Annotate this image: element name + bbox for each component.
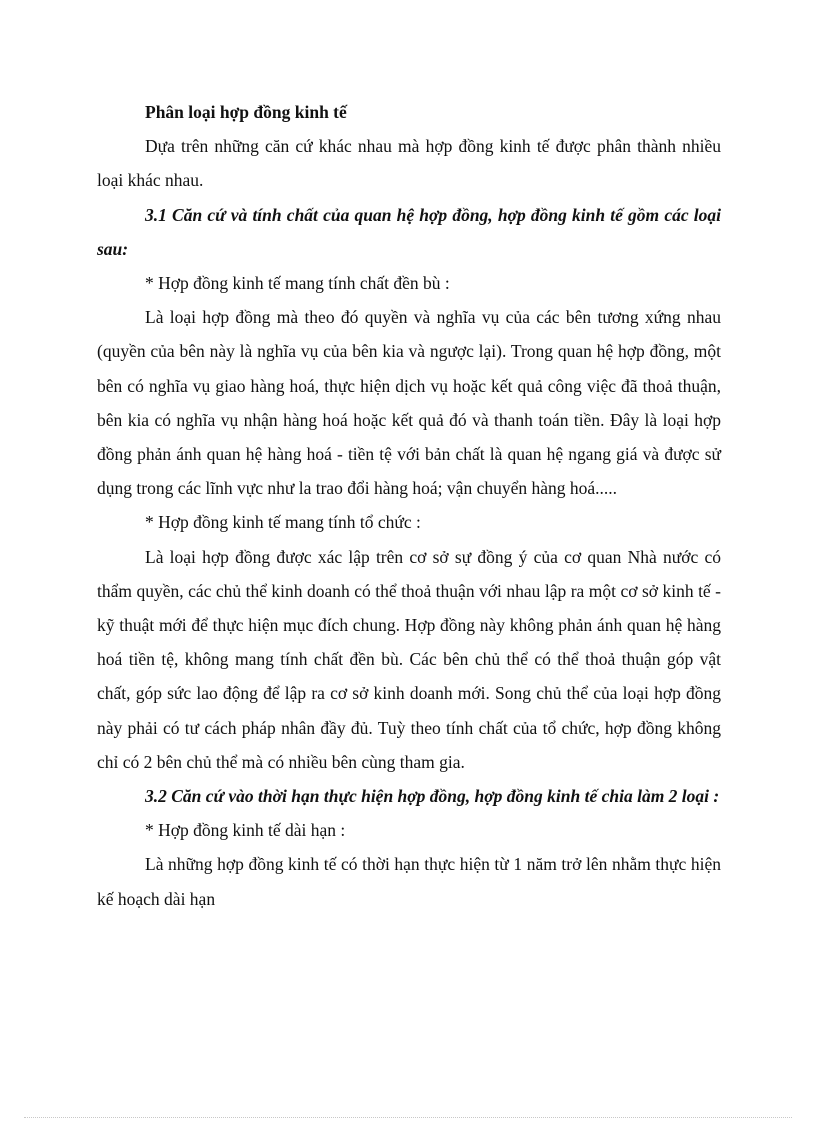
- item-compensatory-text: Là loại hợp đồng mà theo đó quyền và nghĩa vụ của các bên tương xứng nhau (quyền của bên này là nghĩa vụ của bên kia và ngược lại). Trong quan hệ hợp đồng, một bên có nghĩa vụ giao hàng hoá, thực hiện dịch vụ hoặc kết quả công việc đã thoả thuận, bên kia có nghĩa vụ nhận hàng hoá hoặc kết quả đó và thanh toán tiền. Đây là loại hợp đồng phản ánh quan hệ hàng hoá - tiền tệ với bản chất là quan hệ ngang giá và được sử dụng trong các lĩnh vực như la trao đổi hàng hoá; vận chuyển hàng hoá.....: [97, 307, 721, 499]
- item-organizational-label: * Hợp đồng kinh tế mang tính tổ chức :: [145, 512, 421, 533]
- document-page: [97, 95, 721, 916]
- item-organizational-text: Là loại hợp đồng được xác lập trên cơ sở sự đồng ý của cơ quan Nhà nước có thẩm quyền, các chủ thể kinh doanh có thể thoả thuận với nhau lập ra một cơ sở kinh tế - kỹ thuật mới để thực hiện mục đích chung. Hợp đồng này không phản ánh quan hệ hàng hoá tiền tệ, không mang tính chất đền bù. Các bên chủ thể có thể thoả thuận góp vật chất, góp sức lao động để lập ra cơ sở kinh doanh mới. Song chủ thể của loại hợp đồng này phải có tư cách pháp nhân đầy đủ. Tuỳ theo tính chất của tổ chức, hợp đồng không chỉ có 2 bên chủ thể mà có nhiều bên cùng tham gia.: [97, 546, 721, 772]
- item-long-term-label: * Hợp đồng kinh tế dài hạn :: [145, 820, 346, 841]
- item-long-term-text: Là những hợp đồng kinh tế có thời hạn thực hiện từ 1 năm trở lên nhằm thực hiện kế hoạch dài hạn: [97, 854, 721, 909]
- document-title: Phân loại hợp đồng kinh tế: [145, 102, 347, 122]
- section-3-2-heading: 3.2 Căn cứ vào thời hạn thực hiện hợp đồng, hợp đồng kinh tế chia làm 2 loại :: [145, 786, 720, 807]
- page-bottom-divider: [24, 1117, 792, 1118]
- intro-paragraph: Dựa trên những căn cứ khác nhau mà hợp đồng kinh tế được phân thành nhiều loại khác nhau.: [97, 136, 721, 191]
- section-3-1-heading: 3.1 Căn cứ và tính chất của quan hệ hợp đồng, hợp đồng kinh tế gồm các loại sau:: [97, 204, 721, 259]
- item-compensatory-label: * Hợp đồng kinh tế mang tính chất đền bù :: [145, 273, 450, 294]
